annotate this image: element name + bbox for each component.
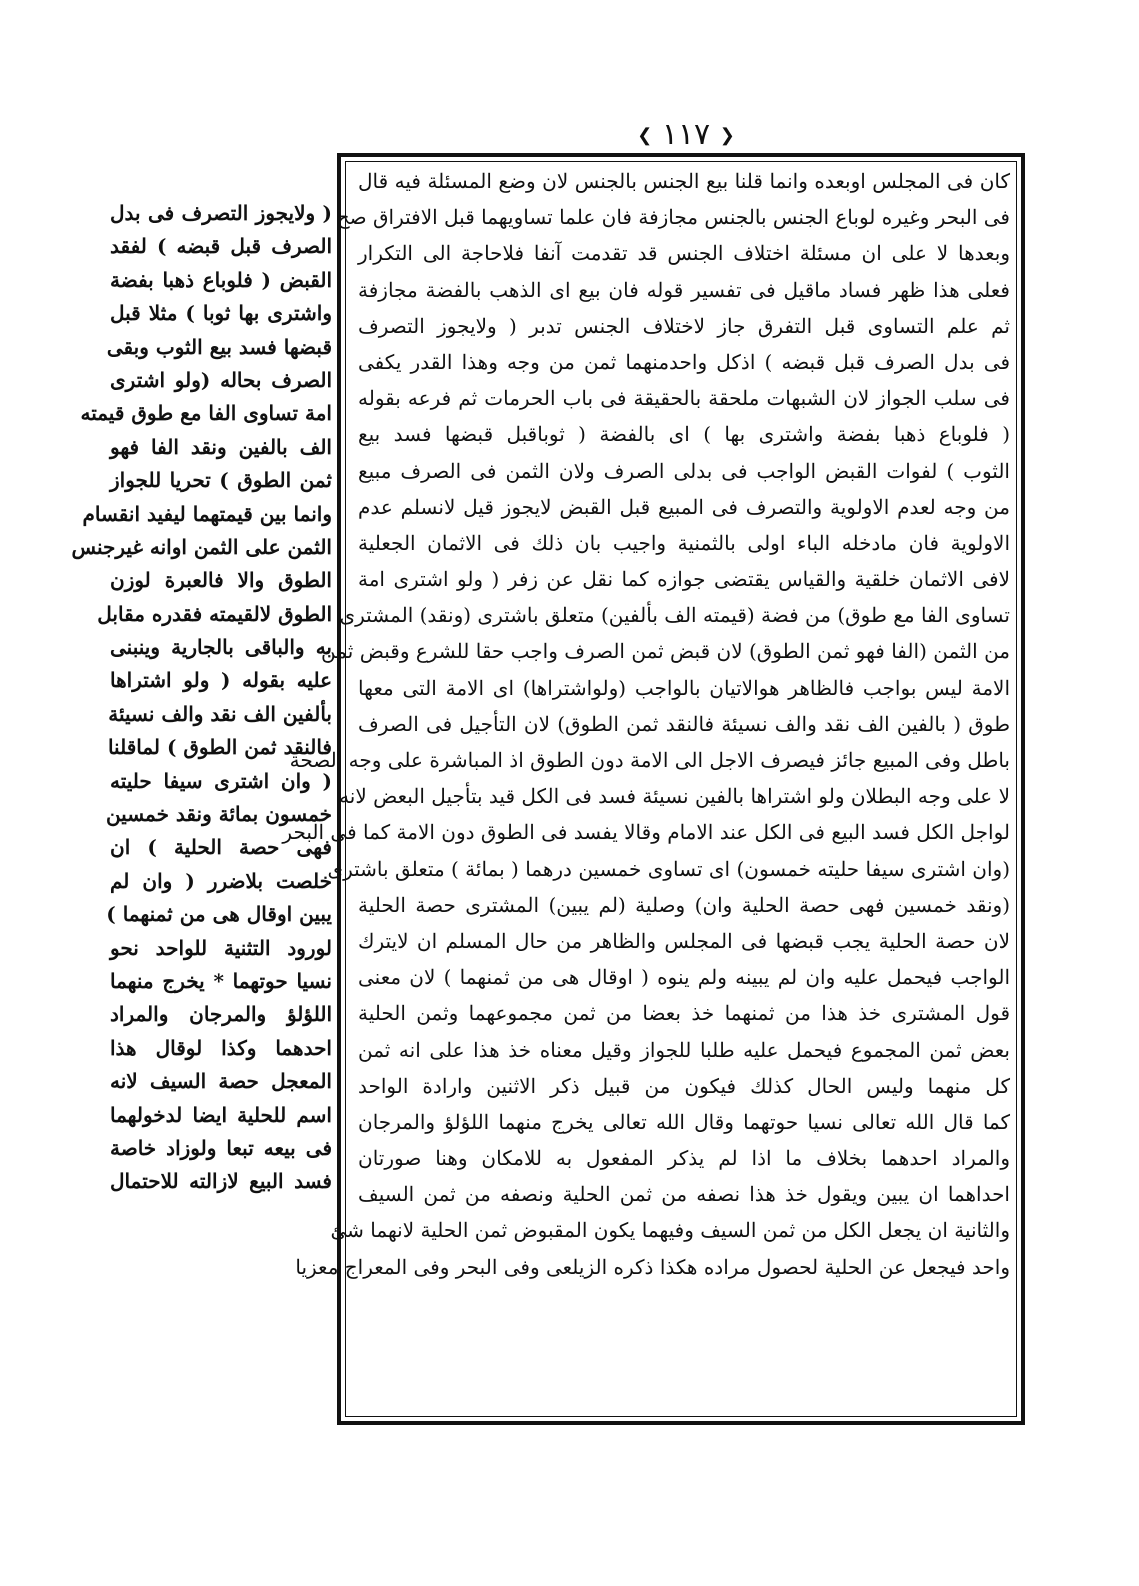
side-text-line: المعجل حصة السيف لانه (110, 1069, 332, 1094)
main-text-line: الاولوية فان مادخله الباء اولى بالثمنية واجيب بان ذلك فى الاثمان الجعلية (358, 530, 1010, 555)
side-text-line: فهى حصة الحلية ) ان (110, 835, 332, 860)
main-text-line: باطل وفى المبيع جائز فيصرف الاجل الى الامة دون الطوق اذ المباشرة على وجه الصحة (289, 748, 1010, 772)
main-text-line: والمراد احدهما بخلاف ما اذا لم يذكر المفعول به للامكان وهنا صورتان (358, 1146, 1010, 1171)
side-text-line: فالنقد ثمن الطوق ) لماقلنا (107, 735, 332, 760)
main-text-line: تساوى الفا مع طوق) من فضة (قيمته الف بألفين) متعلق باشترى (ونقد) المشترى (339, 603, 1010, 628)
side-text-line: الصرف بحاله (ولو اشترى (110, 367, 332, 392)
side-text-line: ( وان اشترى سيفا حليته (110, 768, 332, 793)
page-number-text: ١١٧ (661, 117, 711, 152)
side-text-line: الف بالفين ونقد الفا فهو (110, 434, 332, 459)
main-text-line: فى سلب الجواز لان الشبهات ملحقة بالحقيقة فى باب الحرمات ثم فرعه بقوله (358, 386, 1010, 411)
main-text-line: وبعدها لا على ان مسئلة اختلاف الجنس قد تقدمت آنفا فلاحاجة الى التكرار (358, 241, 1010, 266)
main-text-line: الامة ليس بواجب فالظاهر هوالاتيان بالواجب (ولواشتراها) اى الامة التى معها (358, 675, 1010, 700)
main-text-line: ثم علم التساوى قبل التفرق جاز لاختلاف الجنس تدبر ( ولايجوز التصرف (358, 313, 1010, 338)
main-text-line: احداهما ان يبين ويقول خذ هذا نصفه من ثمن الحلية ونصفه من ثمن السيف (358, 1182, 1010, 1207)
side-text-line: فى بيعه تبعا ولوزاد خاصة (110, 1135, 332, 1160)
main-text-line: فعلى هذا ظهر فساد ماقيل فى تفسير قوله فان بيع اى الذهب بالفضة مجازفة (358, 277, 1010, 302)
main-text-line: (ونقد خمسين فهى حصة الحلية وان) وصلية (لم يبين) المشترى حصة الحلية (358, 892, 1010, 917)
side-text-line: عليه بقوله ( ولو اشتراها (110, 668, 332, 693)
main-text-line: كان فى المجلس اوبعده وانما قلنا بيع الجنس بالجنس لان وضع المسئلة فيه قال (358, 169, 1010, 193)
main-text-line: (وان اشترى سيفا حليته خمسون) اى تساوى خمسين درهما ( بمائة ) متعلق باشترى (327, 856, 1010, 881)
side-matn-column (71, 197, 332, 1199)
side-text-line: الطوق لالقيمته فقدره مقابل (97, 601, 332, 626)
side-text-line: نسيا حوتهما * يخرج منهما (110, 968, 332, 993)
side-text-line: اسم للحلية ايضا لدخولهما (110, 1102, 332, 1127)
side-text-line: خلصت بلاضرر ( وان لم (110, 868, 332, 893)
side-text-line: احدهما وكذا لوقال هذا (110, 1035, 332, 1060)
main-text-line: لان حصة الحلية يجب قبضها فى المجلس والظاهر من حال المسلم ان لايترك (358, 928, 1010, 953)
side-text-line: فسد البيع لازالته للاحتمال (110, 1169, 332, 1194)
side-text-line: واشترى بها ثوبا ) مثلا قبل (110, 301, 332, 326)
main-commentary-column (282, 163, 1010, 1285)
side-text-line: اللؤلؤ والمرجان والمراد (110, 1002, 332, 1027)
main-text-line: والثانية ان يجعل الكل من ثمن السيف وفيهما يكون المقبوض ثمن الحلية لانهما شئ (330, 1218, 1010, 1243)
main-text-line: لا على وجه البطلان ولو اشتراها بالفين نسيئة فسد فى الكل قيد بتأجيل البعض لانه (339, 784, 1010, 809)
main-text-line: لواجل الكل فسد البيع فى الكل عند الامام وقالا يفسد فى الطوق دون الامة كما فى البحر (282, 820, 1010, 845)
main-text-line: من وجه لعدم الاولوية والتصرف فى المبيع قبل القبض لايجوز قيل لانسلم عدم (358, 494, 1010, 519)
main-text-line: الواجب فيحمل عليه وان لم يبينه ولم ينوه ( اوقال هى من ثمنهما ) لان معنى (358, 965, 1010, 990)
side-text-line: بألفين الف نقد والف نسيئة (108, 701, 332, 726)
side-text-line: به والباقى بالجارية وينبنى (110, 635, 332, 660)
side-text-line: القبض ( فلوباع ذهبا بفضة (110, 267, 332, 292)
side-text-line: ثمن الطوق ) تحريا للجواز (110, 468, 332, 493)
main-text-line: قول المشترى خذ هذا من ثمنهما خذ بعضا من ثمن مجموعهما وثمن الحلية (358, 1001, 1010, 1026)
side-text-line: الثمن على الثمن اوانه غيرجنس (71, 534, 332, 559)
main-text-line: واحد فيجعل عن الحلية لحصول مراده هكذا ذكره الزيلعى وفى البحر وفى المعراج معزيا (295, 1254, 1010, 1279)
side-text-line: قبضها فسد بيع الثوب وبقى (106, 334, 332, 359)
side-text-line: الطوق والا فالعبرة لوزن (110, 568, 332, 593)
side-text-line: لورود التثنية للواحد نحو (110, 935, 332, 960)
ornament-left-icon: ❮ (719, 125, 735, 146)
main-text-line: فى البحر وغيره لوباع الجنس بالجنس مجازفة فان علما تساويهما قبل الافتراق صح (336, 205, 1010, 230)
side-text-line: يبين اوقال هى من ثمنهما ) (106, 902, 332, 927)
side-text-line: امة تساوى الفا مع طوق قيمته (80, 401, 332, 426)
main-text-line: ( فلوباع ذهبا بفضة واشترى بها ) اى بالفضة ( ثوباقبل قبضها فسد بيع (358, 422, 1010, 447)
main-text-line: كل منهما وليس الحال كذلك فيكون من قبيل ذكر الاثنين وارادة الواحد (358, 1073, 1010, 1098)
main-text-line: كما قال الله تعالى نسيا حوتهما وقال الله تعالى يخرج منهما اللؤلؤ والمرجان (358, 1109, 1010, 1134)
main-text-line: لافى الاثمان خلقية والقياس يقتضى جوازه كما نقل عن زفر ( ولو اشترى امة (358, 567, 1010, 592)
main-text-line: من الثمن (الفا فهو ثمن الطوق) لان قبض ثمن الصرف واجب حقا للشرع وقبض ثمن (321, 639, 1010, 664)
page-number (616, 118, 756, 152)
side-text-line: الصرف قبل قبضه ) لفقد (110, 234, 332, 259)
ornament-right-icon: ❯ (637, 125, 653, 146)
side-text-line: ( ولايجوز التصرف فى بدل (110, 201, 332, 225)
main-text-line: بعض ثمن المجموع فيحمل عليه طلبا للجواز وقيل معناه خذ هذا على انه ثمن (358, 1037, 1010, 1062)
side-text-line: وانما بين قيمتهما ليفيد انقسام (82, 501, 332, 526)
main-text-line: الثوب ) لفوات القبض الواجب فى بدلى الصرف ولان الثمن فى الصرف مبيع (358, 458, 1010, 483)
main-text-line: طوق ( بالفين الف نقد والف نسيئة فالنقد ثمن الطوق) لان التأجيل فى الصرف (358, 711, 1010, 736)
side-text-line: خمسون بمائة ونقد خمسين (105, 802, 332, 827)
main-text-line: فى بدل الصرف قبل قبضه ) اذكل واحدمنهما ثمن من وجه وهذا القدر يكفى (358, 349, 1010, 374)
